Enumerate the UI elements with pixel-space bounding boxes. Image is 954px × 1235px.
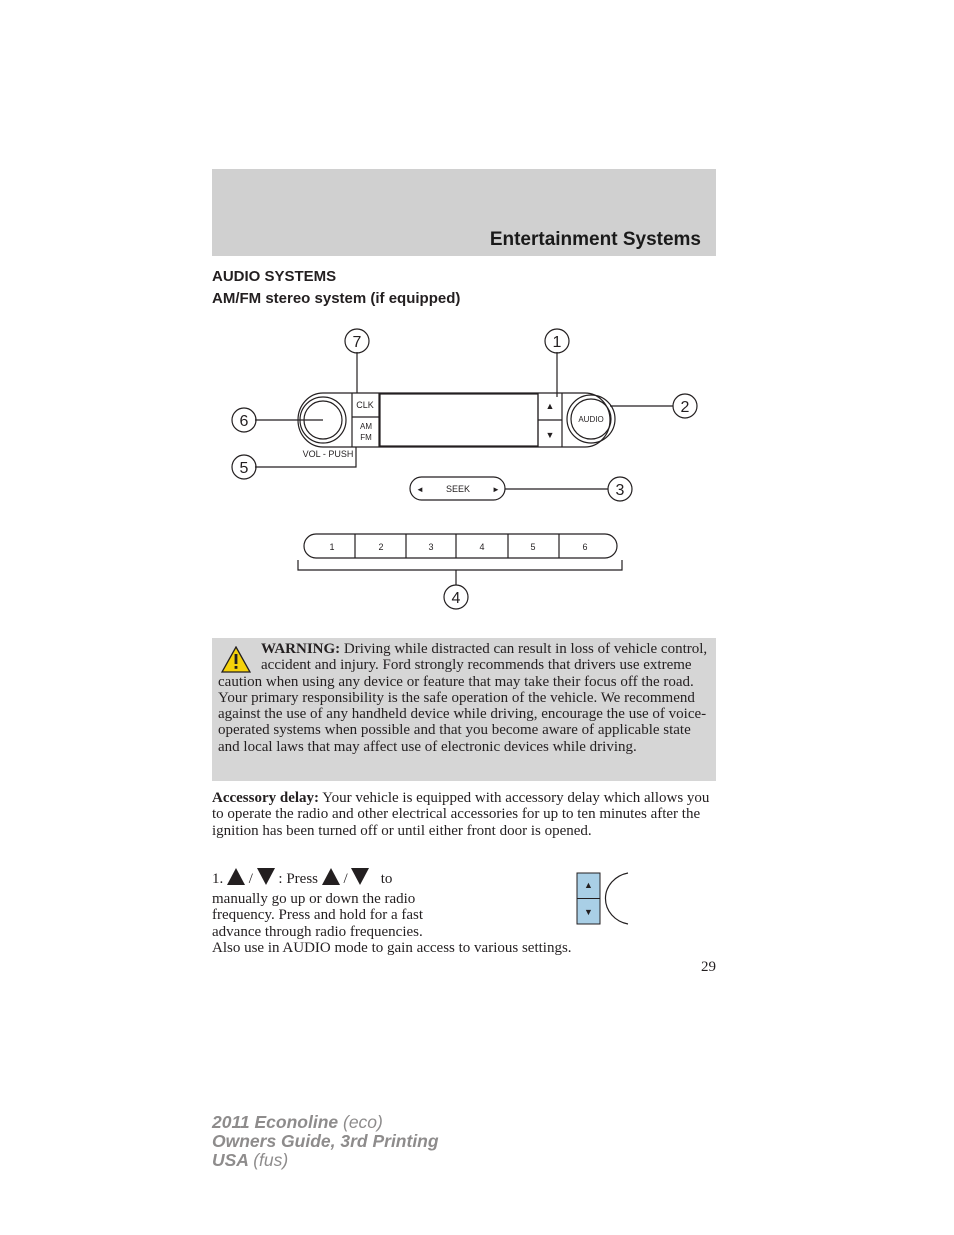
preset-5: 5 (530, 542, 536, 552)
item1-press: : Press (278, 871, 319, 887)
footer-line-2: Owners Guide, 3rd Printing (212, 1131, 439, 1151)
footer-region: USA (212, 1150, 249, 1170)
accessory-delay-text: Your vehicle is equipped with accessory delay which allows you to operate the radio and other electrical accessories for up to ten minutes after the ignition has been turned off or until either front door is opened. (212, 790, 710, 839)
section-heading: AUDIO SYSTEMS (212, 268, 337, 285)
preset-3: 3 (428, 542, 434, 552)
warning-body: Driving while distracted can result in loss of vehicle control, accident and injury. Ford strongly recommends that drivers use extreme caution when using any device or feature that may take their focus off the road. Your primary responsibility is the safe operation of the vehicle. We recommend against the use of any handheld device while driving, encourage the use of voice-operated systems when possible and that you become aware of applicable state and local laws that may affect use of electronic devices while driving. (218, 641, 708, 755)
down-arrow-icon: ▼ (545, 430, 555, 440)
footer-region-code: (fus) (253, 1150, 289, 1170)
audio-label: AUDIO (578, 415, 604, 424)
item1-number: 1. (212, 871, 224, 887)
callout-1: 1 (552, 334, 562, 351)
item1-slash: / (248, 871, 253, 887)
callout-5: 5 (239, 460, 249, 477)
item1-to: to (380, 871, 393, 887)
footer-line-1 (212, 1113, 439, 1132)
mini-down-icon: ▼ (584, 907, 593, 917)
preset-4: 4 (479, 542, 485, 552)
mini-up-icon: ▲ (584, 880, 593, 890)
footer-model: 2011 Econoline (212, 1112, 339, 1132)
sub-heading: AM/FM stereo system (if equipped) (212, 290, 461, 307)
preset-2: 2 (378, 542, 384, 552)
press-down-icon (351, 868, 369, 885)
seek-buttons-mini-diagram (576, 872, 632, 926)
warning-box (212, 638, 716, 781)
item1-slash-2: / (343, 871, 348, 887)
up-arrow-icon: ▲ (545, 401, 555, 411)
seek-down-icon (257, 868, 275, 885)
radio-diagram (225, 325, 705, 615)
seek-right-icon: ► (492, 485, 500, 494)
accessory-delay-label: Accessory delay: (212, 790, 320, 806)
callout-3: 3 (615, 482, 625, 499)
radio-unit-outline (298, 393, 610, 447)
accessory-delay-paragraph (212, 790, 716, 839)
callout-6: 6 (239, 413, 249, 430)
seek-label: SEEK (445, 484, 471, 494)
warning-label: WARNING: (261, 641, 341, 657)
page-number: 29 (701, 959, 716, 975)
item1-body: manually go up or down the radio frequency. Press and hold for a fast advance through radio frequencies. (212, 891, 424, 940)
footer-model-code: (eco) (343, 1112, 383, 1132)
press-up-icon (322, 868, 340, 885)
seek-up-icon (227, 868, 245, 885)
item1-heading (212, 868, 392, 888)
vol-push-label: VOL - PUSH (302, 449, 354, 459)
callout-2: 2 (680, 399, 690, 416)
callout-7: 7 (352, 334, 362, 351)
callout-4: 4 (451, 590, 461, 607)
preset-6: 6 (582, 542, 588, 552)
seek-left-icon: ◄ (416, 485, 424, 494)
clk-label: CLK (356, 400, 374, 410)
fm-label: FM (360, 433, 372, 442)
am-label: AM (360, 422, 372, 431)
preset-1: 1 (329, 542, 335, 552)
footer-line-3 (212, 1151, 439, 1170)
preset-bar-outline (304, 534, 617, 558)
footer (212, 1113, 439, 1170)
header-band (212, 169, 716, 256)
radio-display (380, 394, 538, 446)
warning-text (218, 641, 710, 755)
chapter-title: Entertainment Systems (489, 229, 701, 250)
item1-last-line: Also use in AUDIO mode to gain access to various settings. (212, 940, 572, 956)
